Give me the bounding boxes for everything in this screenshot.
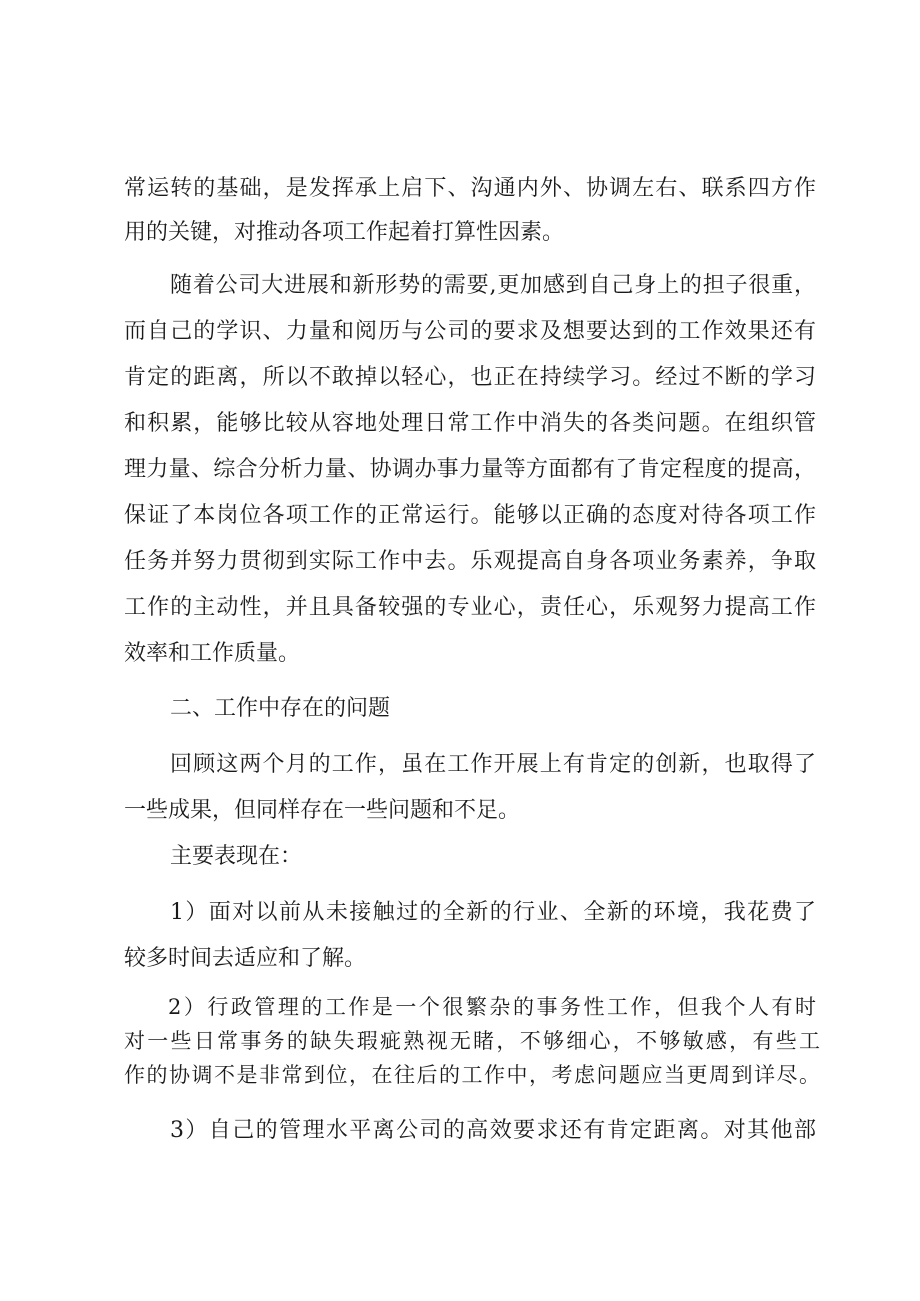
text-line: 任务并努力贯彻到实际工作中去。乐观提高自身各项业务素养，争取 [124, 549, 816, 574]
text-line: 作的协调不是非常到位，在往后的工作中，考虑问题应当更周到详尽。 [124, 1063, 820, 1087]
text-line: 常运转的基础，是发挥承上启下、沟通内外、协调左右、联系四方作 [124, 176, 816, 201]
text-line: 理力量、综合分析力量、协调办事力量等方面都有了肯定程度的提高， [124, 457, 816, 482]
text-line: 而自己的学识、力量和阅历与公司的要求及想要达到的工作效果还有 [124, 319, 816, 344]
paragraph-first-line: 随着公司大进展和新形势的需要,更加感到自己身上的担子很重， [170, 273, 816, 298]
list-item-2: 2）行政管理的工作是一个很繁杂的事务性工作，但我个人有时 [168, 995, 816, 1019]
text-line: 保证了本岗位各项工作的正常运行。能够以正确的态度对待各项工作 [124, 503, 816, 528]
text-line: 工作的主动性，并且具备较强的专业心，责任心，乐观努力提高工作 [124, 595, 816, 620]
text-line: 对一些日常事务的缺失瑕疵熟视无睹，不够细心，不够敏感，有些工 [124, 1029, 820, 1053]
text-line: 效率和工作质量。 [124, 641, 301, 666]
section-heading: 二、工作中存在的问题 [170, 696, 391, 721]
text-line: 肯定的距离，所以不敢掉以轻心，也正在持续学习。经过不断的学习 [124, 365, 816, 390]
list-item-1: 1）面对以前从未接触过的全新的行业、全新的环境，我花费了 [170, 900, 816, 925]
text-line: 和积累，能够比较从容地处理日常工作中消失的各类问题。在组织管 [124, 411, 816, 436]
text-line: 一些成果，但同样存在一些问题和不足。 [124, 798, 521, 823]
list-item-3: 3）自己的管理水平离公司的高效要求还有肯定距离。对其他部 [170, 1118, 816, 1143]
paragraph-first-line: 回顾这两个月的工作，虽在工作开展上有肯定的创新，也取得了 [170, 752, 816, 777]
text-line: 用的关键，对推动各项工作起着打算性因素。 [124, 220, 565, 245]
text-line: 较多时间去适应和了解。 [124, 946, 367, 971]
paragraph-first-line: 主要表现在： [170, 844, 303, 869]
